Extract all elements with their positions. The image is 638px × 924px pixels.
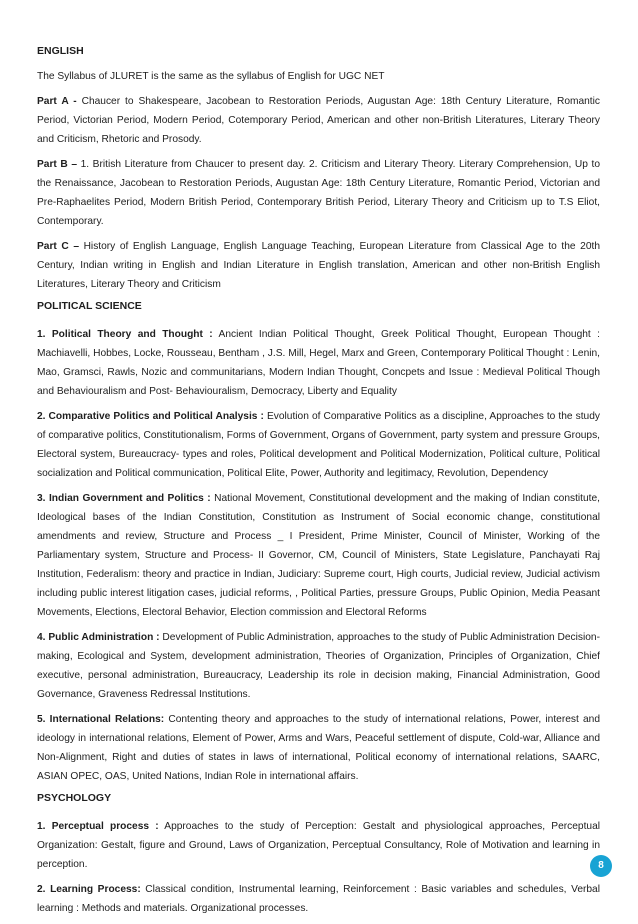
item-label: 3. Indian Government and Politics : [37, 493, 211, 504]
english-intro: The Syllabus of JLURET is the same as the syllabus of English for UGC NET [37, 71, 385, 82]
item-text: Contenting theory and approaches to the study of international relations, Power, interest and ideology in international relations, Element of Power, Arms and Wars, Peaceful settlement of dispute, Cold-war, Alliance and Non-Alignment, Right and duties of states in laws of international, Political economy of international relations, SAARC, ASIAN OPEC, OAS, United Nations, Indian Role in international affairs. [37, 714, 600, 782]
section-heading-psychology: PSYCHOLOGY [37, 792, 112, 804]
polsci-item-4 [37, 628, 600, 704]
section-heading-english: ENGLISH [37, 45, 84, 57]
psychology-item-1 [37, 817, 600, 874]
part-label: Part A - [37, 96, 77, 107]
item-text: Development of Public Administration, approaches to the study of Public Administration Decision-making, Ecological and System, development administration, Theories of Organization, Principles of Organization, Chief executive, personal administration, Bureaucracy, Leadership its role in decision making, Financial Administration, Good Governance, Graveness Redressal Institutions. [37, 632, 600, 700]
part-text: Chaucer to Shakespeare, Jacobean to Restoration Periods, Augustan Age: 18th Century Literature, Romantic Period, Victorian Period, Modern Period, Cotemporary Period, American and other non-British Literatures, Literary Theory and Criticism, Rhetoric and Prosody. [37, 96, 600, 145]
item-text: Ancient Indian Political Thought, Greek Political Thought, European Thought : Machiavelli, Hobbes, Locke, Rousseau, Bentham , J.S. Mill, Hegel, Marx and Green, Contemporary Political Thought : Lenin, Mao, Gramsci, Rawls, Nozic and communitarians, Modern Indian Thought, Concpets and Issue : Medieval Political Though and Behaviouralism and Post- Behaviouralism, Democracy, Liberty and Equality [37, 329, 600, 397]
english-part-b [37, 155, 600, 231]
item-label: 2. Comparative Politics and Political Analysis : [37, 411, 264, 422]
part-label: Part B – [37, 159, 78, 170]
item-label: 5. International Relations: [37, 714, 165, 725]
item-text: National Movement, Constitutional development and the making of Indian constitute, Ideological bases of the Indian Constitution, Constitution as Instrument of Social economic change, constitutional amendments and review, Structure and Process _ I President, Prime Minister, Council of Minister, Working of the Parliamentary system, Structure and Process- II Governor, CM, Council of Ministers, State Legislature, Panchayati Raj Institution, Federalism: theory and practice in Indian, Judiciary: Supreme court, High courts, Judicial review, Judicial activism including public interest litigation cases, judicial reforms, , Political Parties, pressure Groups, Public Opinion, Media Peasant Movements, Elections, Electoral Behavior, Election commission and Electoral Reforms [37, 493, 600, 618]
part-text: History of English Language, English Language Teaching, European Literature from Classical Age to the 20th Century, Indian writing in English and Indian Literature in English translation, American and other non-British English Literatures, Literary Theory and Criticism [37, 241, 600, 290]
polsci-item-3 [37, 489, 600, 622]
part-label: Part C – [37, 241, 79, 252]
item-label: 4. Public Administration : [37, 632, 160, 643]
item-label: 2. Learning Process: [37, 884, 141, 895]
item-label: 1. Political Theory and Thought : [37, 329, 213, 340]
item-text: Evolution of Comparative Politics as a discipline, Approaches to the study of comparative politics, Constitutionalism, Forms of Government, Organs of Government, party system and pressure Groups, Electoral system, Bureaucracy- types and roles, Political development and Political Modernization, Political culture, Political socialization and Political communication, Political Elite, Power, Authority and legitimacy, Revolution, Dependency [37, 411, 600, 479]
polsci-item-2 [37, 407, 600, 483]
english-part-a [37, 92, 600, 149]
polsci-item-1 [37, 325, 600, 401]
item-text: Approaches to the study of Perception: Gestalt and physiological approaches, Perceptual Organization: Gestalt, figure and Ground, Laws of Organization, Perceptual Consultancy, Role of Motivation and learning in perception. [37, 821, 600, 870]
english-part-c [37, 237, 600, 294]
page-number-badge: 8 [590, 855, 612, 877]
item-label: 1. Perceptual process : [37, 821, 159, 832]
polsci-item-5 [37, 710, 600, 786]
part-text: 1. British Literature from Chaucer to present day. 2. Criticism and Literary Theory. Literary Comprehension, Up to the Renaissance, Jacobean to Restoration Periods, Augustan Age: 18th Century Literature, Romantic Period, Victorian and Pre-Raphaelites Period, Modern British Period, Contemporary British Period, Literary Theory and Criticism up to T.S Eliot, Contemporary. [37, 159, 600, 227]
item-text: Classical condition, Instrumental learning, Reinforcement : Basic variables and schedules, Verbal learning : Methods and materials. Organizational processes. [37, 884, 600, 914]
section-heading-political-science: POLITICAL SCIENCE [37, 300, 142, 312]
psychology-item-2 [37, 880, 600, 918]
document-page [37, 45, 600, 924]
